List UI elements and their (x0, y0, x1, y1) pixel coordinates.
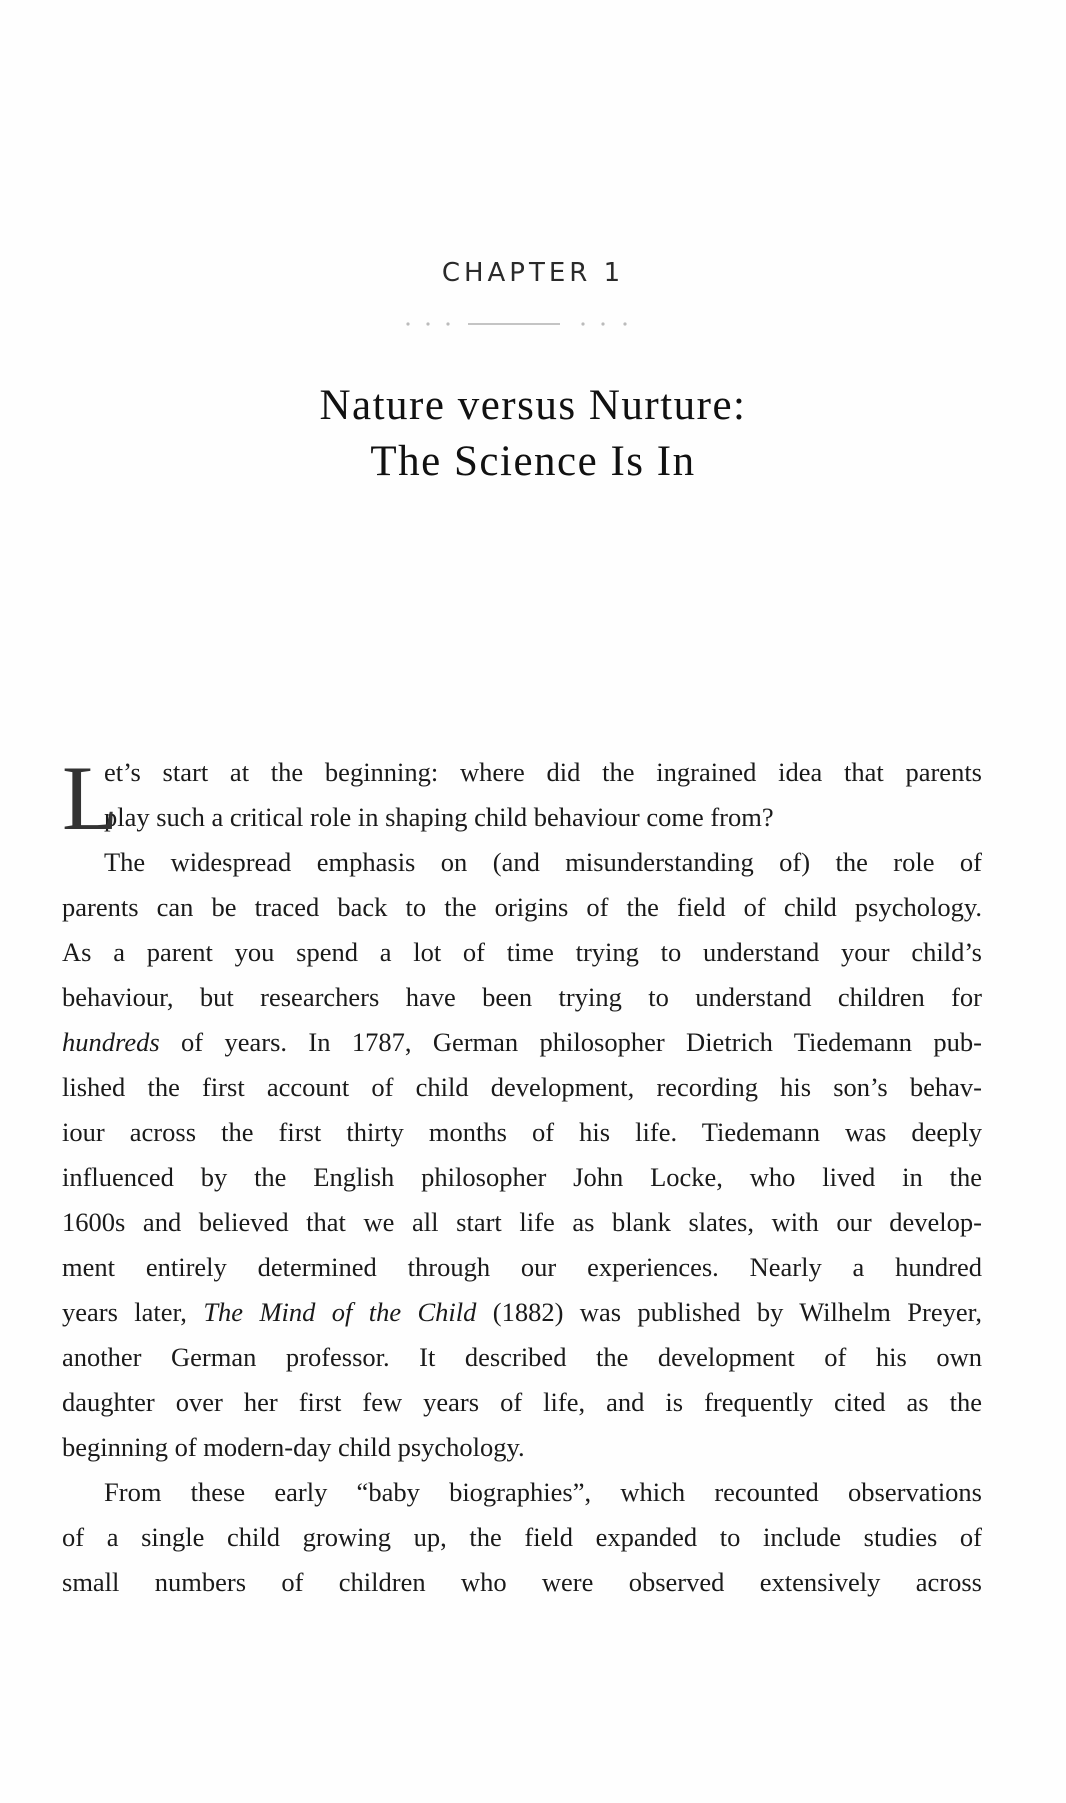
chapter-label: CHAPTER 1 (441, 258, 625, 288)
body-text (62, 747, 982, 1605)
text-segment: parents can be traced back to the origins of the field of child psychology. (62, 892, 982, 922)
text-line (62, 1245, 982, 1290)
text-line (62, 1515, 982, 1560)
paragraph (62, 840, 982, 1470)
paragraph (62, 747, 982, 849)
text-line (62, 1425, 982, 1470)
text-segment: influenced by the English philosopher John Locke, who lived in the (62, 1162, 982, 1192)
text-line (62, 1335, 982, 1380)
text-segment: et’s start at the beginning: where did the ingrained idea that parents (104, 757, 982, 787)
text-line (62, 1155, 982, 1200)
text-segment: beginning of modern-day child psychology. (62, 1432, 525, 1462)
text-line (62, 1110, 982, 1155)
text-line (62, 795, 982, 840)
text-segment: daughter over her first few years of life, and is frequently cited as the (62, 1387, 982, 1417)
text-line (62, 1200, 982, 1245)
text-line (62, 1470, 982, 1515)
text-segment: The widespread emphasis on (and misunderstanding of) the role of (104, 847, 982, 877)
text-segment: (1882) was published by Wilhelm Preyer, (476, 1297, 982, 1327)
chapter-title-line-1: Nature versus Nurture: (319, 382, 747, 429)
text-line (62, 840, 982, 885)
text-segment: 1600s and believed that we all start life as blank slates, with our develop- (62, 1207, 982, 1237)
chapter-title-line-2: The Science Is In (370, 438, 696, 485)
text-line (62, 1290, 982, 1335)
text-segment: of a single child growing up, the field expanded to include studies of (62, 1522, 982, 1552)
text-segment: As a parent you spend a lot of time trying to understand your child’s (62, 937, 982, 967)
text-segment: another German professor. It described the development of his own (62, 1342, 982, 1372)
text-segment: lished the first account of child development, recording his son’s behav- (62, 1072, 982, 1102)
text-line (62, 1380, 982, 1425)
text-line (62, 930, 982, 975)
text-segment: iour across the first thirty months of his life. Tiedemann was deeply (62, 1117, 982, 1147)
text-line (62, 1560, 982, 1605)
text-segment: play such a critical role in shaping child behaviour come from? (104, 802, 774, 832)
text-segment: of years. In 1787, German philosopher Dietrich Tiedemann pub- (159, 1027, 982, 1057)
text-line (62, 885, 982, 930)
chapter-title (0, 378, 1066, 490)
text-segment: small numbers of children who were observed extensively across (62, 1567, 982, 1597)
paragraph (62, 1470, 982, 1605)
chapter-ornament (403, 320, 633, 328)
text-line (62, 1020, 982, 1065)
text-segment: behaviour, but researchers have been trying to understand children for (62, 982, 982, 1012)
text-line (62, 750, 982, 795)
text-line (62, 975, 982, 1020)
text-segment: From these early “baby biographies”, which recounted observations (104, 1477, 982, 1507)
text-segment: years later, (62, 1297, 204, 1327)
italic-text: The Mind of the Child (203, 1297, 477, 1327)
text-segment: ment entirely determined through our experiences. Nearly a hundred (62, 1252, 982, 1282)
drop-cap: L (62, 747, 119, 849)
text-line (62, 1065, 982, 1110)
italic-text: hundreds (62, 1027, 160, 1057)
